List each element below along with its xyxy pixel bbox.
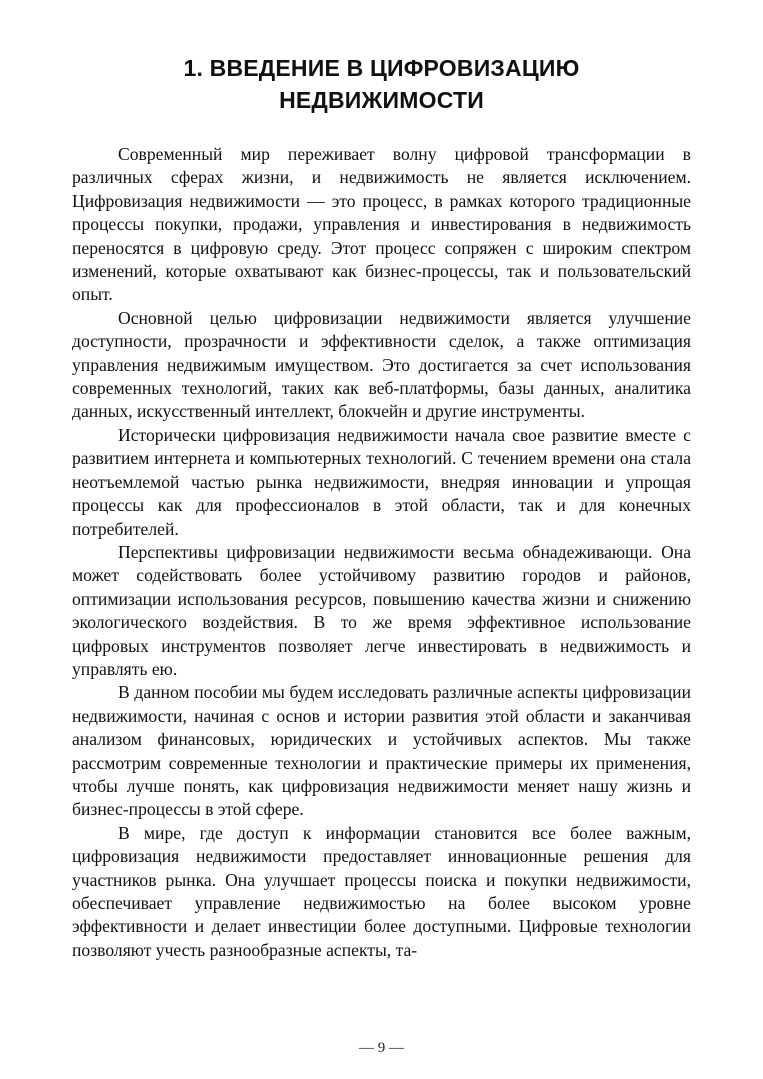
paragraph-5: В данном пособии мы будем исследовать различные аспекты цифровизации недвижимости, начиная с основ и истории развития этой области и заканчивая анализом финансовых, юридических и устойчивых аспектов. Мы также рассмотрим современные технологии и практические примеры их применения, чтобы лучше понять, как цифровизация недвижимости меняет нашу жизнь и бизнес-процессы в этой сфере. [72, 682, 691, 820]
paragraph-6: В мире, где доступ к информации становится все более важным, цифровизация недвижимости предоставляет инновационные решения для участников рынка. Она улучшает процессы поиска и покупки недвижимости, обеспечивает управление недвижимостью на более высоком уровне эффективности и делает инвестиции более доступными. Цифровые технологии позволяют учесть разнообразные аспекты, та- [72, 822, 691, 960]
chapter-title [72, 52, 691, 116]
paragraph-2: Основной целью цифровизации недвижимости является улучшение доступности, прозрачности и эффективности сделок, а также оптимизация управления недвижимым имуществом. Это достигается за счет использования современных технологий, таких как веб-платформы, базы данных, аналитика данных, искусственный интеллект, блокчейн и другие инструменты. [72, 307, 691, 422]
chapter-body [72, 143, 691, 962]
chapter-title-line-2: НЕДВИЖИМОСТИ [279, 87, 484, 113]
page-number: — 9 — [359, 1040, 404, 1056]
chapter-title-line-1: 1. ВВЕДЕНИЕ В ЦИФРОВИЗАЦИЮ [183, 55, 580, 81]
paragraph-1: Современный мир переживает волну цифровой трансформации в различных сферах жизни, и недвижимость не является исключением. Цифровизация недвижимости — это процесс, в рамках которого традиционные процессы покупки, продажи, управления и инвестирования в недвижимость переносятся в цифровую среду. Этот процесс сопряжен с широким спектром изменений, которые охватывают как бизнес-процессы, так и пользовательский опыт. [72, 144, 691, 305]
paragraph-4: Перспективы цифровизации недвижимости весьма обнадеживающи. Она может содействовать более устойчивому развитию городов и районов, оптимизации использования ресурсов, повышению качества жизни и снижению экологического воздействия. В то же время эффективное использование цифровых инструментов позволяет легче инвестировать в недвижимость и управлять ею. [72, 541, 691, 679]
paragraph-3: Исторически цифровизация недвижимости начала свое развитие вместе с развитием интернета и компьютерных технологий. С течением времени она стала неотъемлемой частью рынка недвижимости, внедряя инновации и упрощая процессы как для профессионалов в этой области, так и для конечных потребителей. [72, 424, 691, 539]
